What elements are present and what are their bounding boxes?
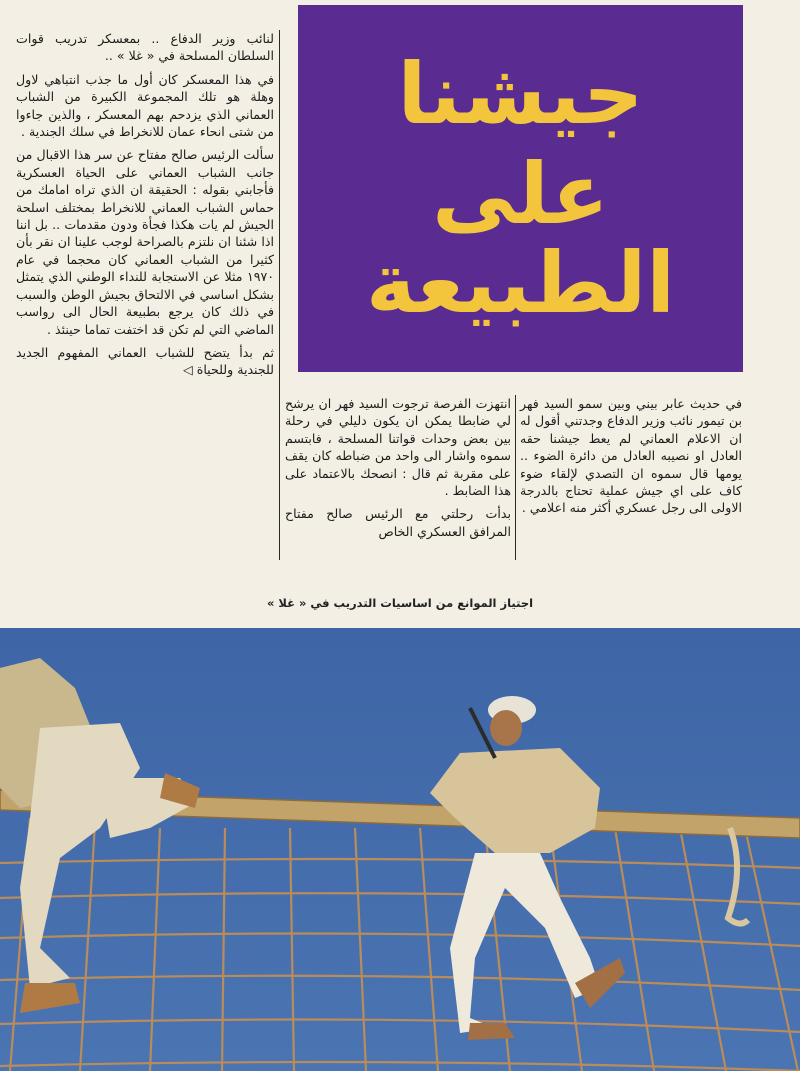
column-divider-right xyxy=(515,395,516,560)
training-photo xyxy=(0,628,800,1071)
paragraph: في حديث عابر بيني وبين سمو السيد فهر بن تيمور نائب وزير الدفاع وجدتني أقول له ان الاعلام العماني لم يعط جيشنا حقه العادل او نصيبه العادل من دائرة الضوء .. يومها قال سموه ان التصدي لإلقاء ضوء كاف على اي جيش عملية تحتاج بالدرجة الاولى الى رجل عسكري أكثر منه اعلامي . xyxy=(520,396,742,516)
paragraph: انتهزت الفرصة ترجوت السيد فهر ان يرشح لي ضابطا يمكن ان يكون دليلي في رحلة بين بعض وحدات قواتنا المسلحة ، فابتسم سموه واشار الى واحد من ضباطه كان يقف على مقربة ثم قال : انصحك بالاعتماد على هذا الضابط . xyxy=(285,396,511,499)
title-block xyxy=(298,5,743,372)
paragraph: لنائب وزير الدفاع .. بمعسكر تدريب قوات السلطان المسلحة في « غلا » .. xyxy=(16,31,274,64)
article-column-middle xyxy=(285,395,511,560)
article-column-left xyxy=(16,30,274,560)
column-divider-left xyxy=(279,30,280,560)
training-photo-illustration xyxy=(0,628,800,1071)
paragraph: في هذا المعسكر كان أول ما جذب انتباهي لاول وهلة هو تلك المجموعة الكبيرة من الشباب العماني الذي يزدحم بهم المعسكر ، والذين جاءوا من شتى انحاء عمان للانخراط في سلك الجندية . xyxy=(16,71,274,140)
paragraph-text: ثم بدأ يتضح للشباب العماني المفهوم الجديد للجندية وللحياة xyxy=(16,344,274,378)
paragraph: بدأت رحلتي مع الرئيس صالح مفتاح المرافق العسكري الخاص xyxy=(285,506,511,539)
title-line-1: جيشنا xyxy=(397,45,644,144)
sky xyxy=(0,628,800,1071)
continue-arrow-icon: ◁ xyxy=(183,362,193,378)
paragraph-last xyxy=(16,344,274,379)
paragraph: سألت الرئيس صالح مفتاح عن سر هذا الاقبال من جانب الشباب العماني على الحياة العسكرية فأجابني بقوله : الحقيقة ان الذي تراه امامك من حماس الشباب العماني للانخراط بمختلف اسلحة الجيش لم يات هكذا فجأة ودون مقدمات .. بل اننا اذا شئنا ان نلتزم بالصراحة لوجب علينا ان نقر بأن كثيرا من الشباب العماني كان محجما في عام ١٩٧٠ مثلا عن الاستجابة للنداء الوطني الذي يتمثل بشكل اساسي في الالتحاق بجيش الوطن والسبب في ذلك كان يرجع بطبيعة الحال الى رواسب الماضي التي لم تكن قد اختفت تماما حينئذ . xyxy=(16,147,274,337)
article-column-right xyxy=(520,395,742,580)
photo-caption: اجتياز الموانع من اساسيات التدريب في « غلا » xyxy=(266,596,534,610)
title-line-2: على الطبيعة xyxy=(365,145,676,332)
